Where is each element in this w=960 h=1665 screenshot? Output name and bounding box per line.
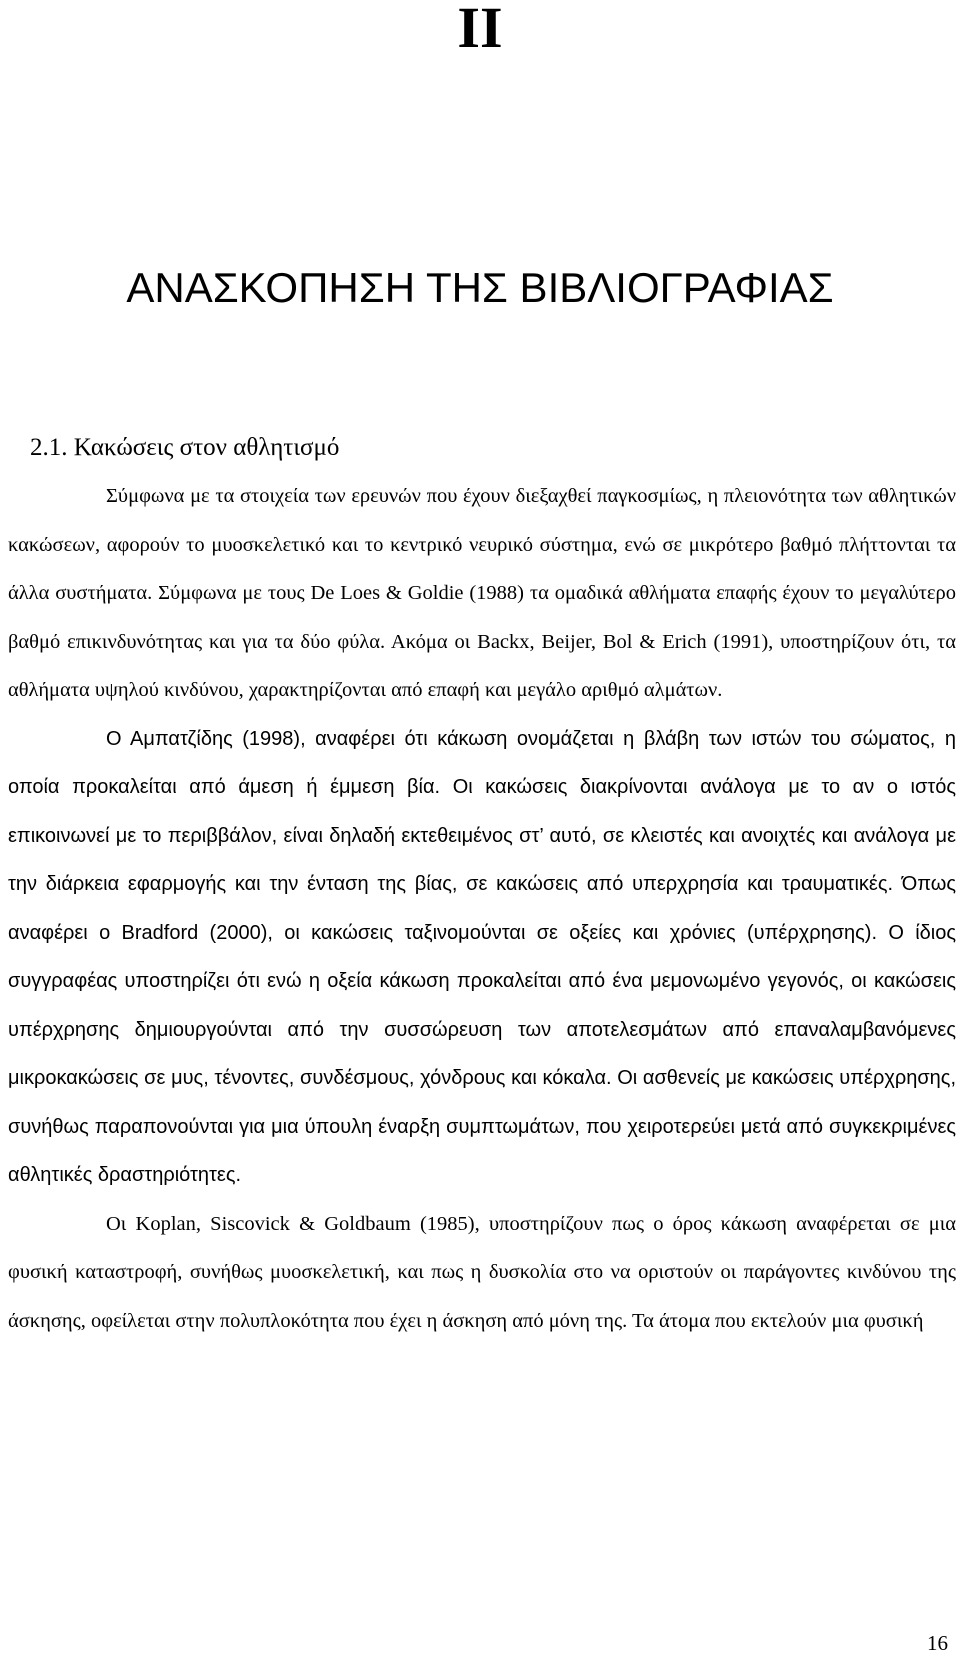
paragraph-2: Ο Αμπατζίδης (1998), αναφέρει ότι κάκωση ονομάζεται η βλάβη των ιστών του σώματος, η οποία προκαλείται από άμεση ή έμμεση βία. Οι κακώσεις διακρίνονται ανάλογα με το αν ο ιστός επικοινωνεί με το περιββάλον, είναι δηλαδή εκτεθειμένος στ’ αυτό, σε κλειστές και ανοιχτές και ανάλογα με την διάρκεια εφαρμογής και την ένταση της βίας, σε κακώσεις από υπερχρησία και τραυματικές. Όπως αναφέρει ο Bradford (2000), οι κακώσεις ταξινομούνται σε οξείες και χρόνιες (υπέρχρησης). Ο ίδιος συγγραφέας υποστηρίζει ότι ενώ η οξεία κάκωση προκαλείται από ένα μεμονωμένο γεγονός, οι κακώσεις υπέρχρησης δημιουργούνται από την συσσώρευση των αποτελεσμάτων από επαναλαμβανόμενες μικροκακώσεις σε μυς, τένοντες, συνδέσμους, χόνδρους και κόκαλα. Οι ασθενείς με κακώσεις υπέρχρησης, συνήθως παραπονούνται για μια ύπουλη έναρξη συμπτωμάτων, που χειροτερεύει μετά από συγκεκριμένες αθλητικές δραστηριότητες. [8, 727, 956, 1186]
body-text [8, 472, 956, 1345]
page-number: 16 [927, 1631, 948, 1655]
paragraph-3: Οι Koplan, Siscovick & Goldbaum (1985), υποστηρίζουν πως ο όρος κάκωση αναφέρεται σε μια φυσική καταστροφή, συνήθως μυοσκελετική, και πως η δυσκολία στο να οριστούν οι παράγοντες κινδύνου της άσκησης, οφείλεται στην πολυπλοκότητα που έχει η άσκηση από μόνη της. Τα άτομα που εκτελούν μια φυσική [8, 1212, 956, 1332]
chapter-number: II [457, 0, 503, 60]
section-heading: 2.1. Κακώσεις στον αθλητισμό [30, 434, 340, 461]
paragraph-1: Σύμφωνα με τα στοιχεία των ερευνών που έχουν διεξαχθεί παγκοσμίως, η πλειονότητα των αθλητικών κακώσεων, αφορούν το μυοσκελετικό και το κεντρικό νευρικό σύστημα, ενώ σε μικρότερο βαθμό πλήττονται τα άλλα συστήματα. Σύμφωνα με τους De Loes & Goldie (1988) τα ομαδικά αθλήματα επαφής έχουν το μεγαλύτερο βαθμό επικινδυνότητας και για τα δύο φύλα. Ακόμα οι Backx, Beijer, Bol & Erich (1991), υποστηρίζουν ότι, τα αθλήματα υψηλού κινδύνου, χαρακτηρίζονται από επαφή και μεγάλο αριθμό αλμάτων. [8, 485, 956, 701]
chapter-title: ΑΝΑΣΚΟΠΗΣΗ ΤΗΣ ΒΙΒΛΙΟΓΡΑΦΙΑΣ [126, 264, 834, 311]
